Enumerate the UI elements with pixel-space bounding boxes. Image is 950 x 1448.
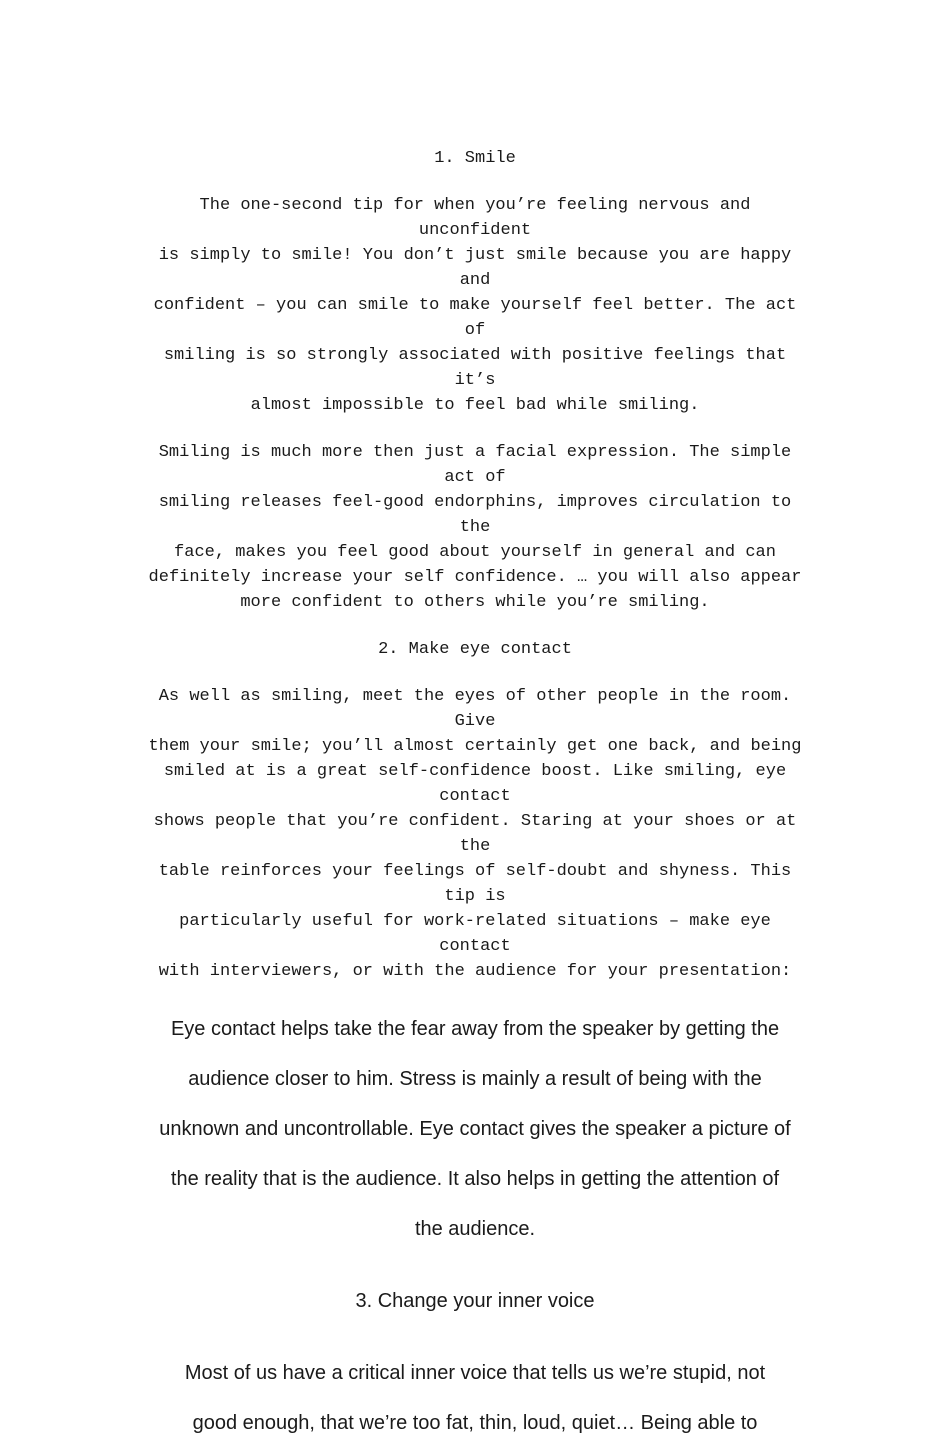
paragraph-line: almost impossible to feel bad while smiling.: [250, 396, 700, 415]
section-3-heading-text: 3. Change your inner voice: [355, 1290, 595, 1312]
paragraph-line: table reinforces your feelings of self-doubt and shyness. This tip is: [158, 862, 792, 906]
paragraph-line: is simply to smile! You don’t just smile because you are happy and: [158, 246, 792, 290]
paragraph-line: good enough, that we’re too fat, thin, loud, quiet… Being able to: [192, 1412, 758, 1434]
section-3-heading: [140, 1276, 810, 1326]
paragraph-line: As well as smiling, meet the eyes of other people in the room. Give: [158, 687, 792, 731]
paragraph-line: with interviewers, or with the audience for your presentation:: [158, 962, 792, 981]
paragraph-line: particularly useful for work-related situations – make eye contact: [179, 912, 771, 956]
document-page: [140, 146, 810, 1448]
section-1-paragraph-1: [140, 193, 810, 418]
paragraph-line: unknown and uncontrollable. Eye contact gives the speaker a picture of: [159, 1118, 791, 1140]
paragraph-line: the audience.: [414, 1218, 536, 1240]
section-2-heading-text: 2. Make eye contact: [378, 640, 572, 659]
paragraph-line: smiling is so strongly associated with positive feelings that it’s: [163, 346, 787, 390]
section-2-paragraph-1: [140, 684, 810, 984]
section-1-paragraph-2: [140, 440, 810, 615]
section-3-paragraph-1: [140, 1348, 810, 1448]
paragraph-line: smiling releases feel-good endorphins, improves circulation to the: [158, 493, 792, 537]
paragraph-line: Eye contact helps take the fear away from the speaker by getting the: [170, 1018, 780, 1040]
paragraph-line: definitely increase your self confidence. … you will also appear: [148, 568, 802, 587]
paragraph-line: Most of us have a critical inner voice that tells us we’re stupid, not: [184, 1362, 766, 1384]
section-2-paragraph-2: [140, 1004, 810, 1254]
section-2-heading: [140, 637, 810, 662]
paragraph-line: confident – you can smile to make yourself feel better. The act of: [153, 296, 797, 340]
paragraph-line: face, makes you feel good about yourself in general and can: [174, 543, 776, 562]
paragraph-line: shows people that you’re confident. Staring at your shoes or at the: [153, 812, 797, 856]
paragraph-line: more confident to others while you’re smiling.: [240, 593, 710, 612]
paragraph-line: Smiling is much more then just a facial expression. The simple act of: [158, 443, 792, 487]
paragraph-line: smiled at is a great self-confidence boost. Like smiling, eye contact: [163, 762, 787, 806]
section-1-heading: [140, 146, 810, 171]
paragraph-line: them your smile; you’ll almost certainly get one back, and being: [148, 737, 802, 756]
paragraph-line: The one-second tip for when you’re feeling nervous and unconfident: [199, 196, 751, 240]
paragraph-line: audience closer to him. Stress is mainly a result of being with the: [188, 1068, 762, 1090]
section-1-heading-text: 1. Smile: [434, 149, 516, 168]
paragraph-line: the reality that is the audience. It also helps in getting the attention of: [170, 1168, 780, 1190]
